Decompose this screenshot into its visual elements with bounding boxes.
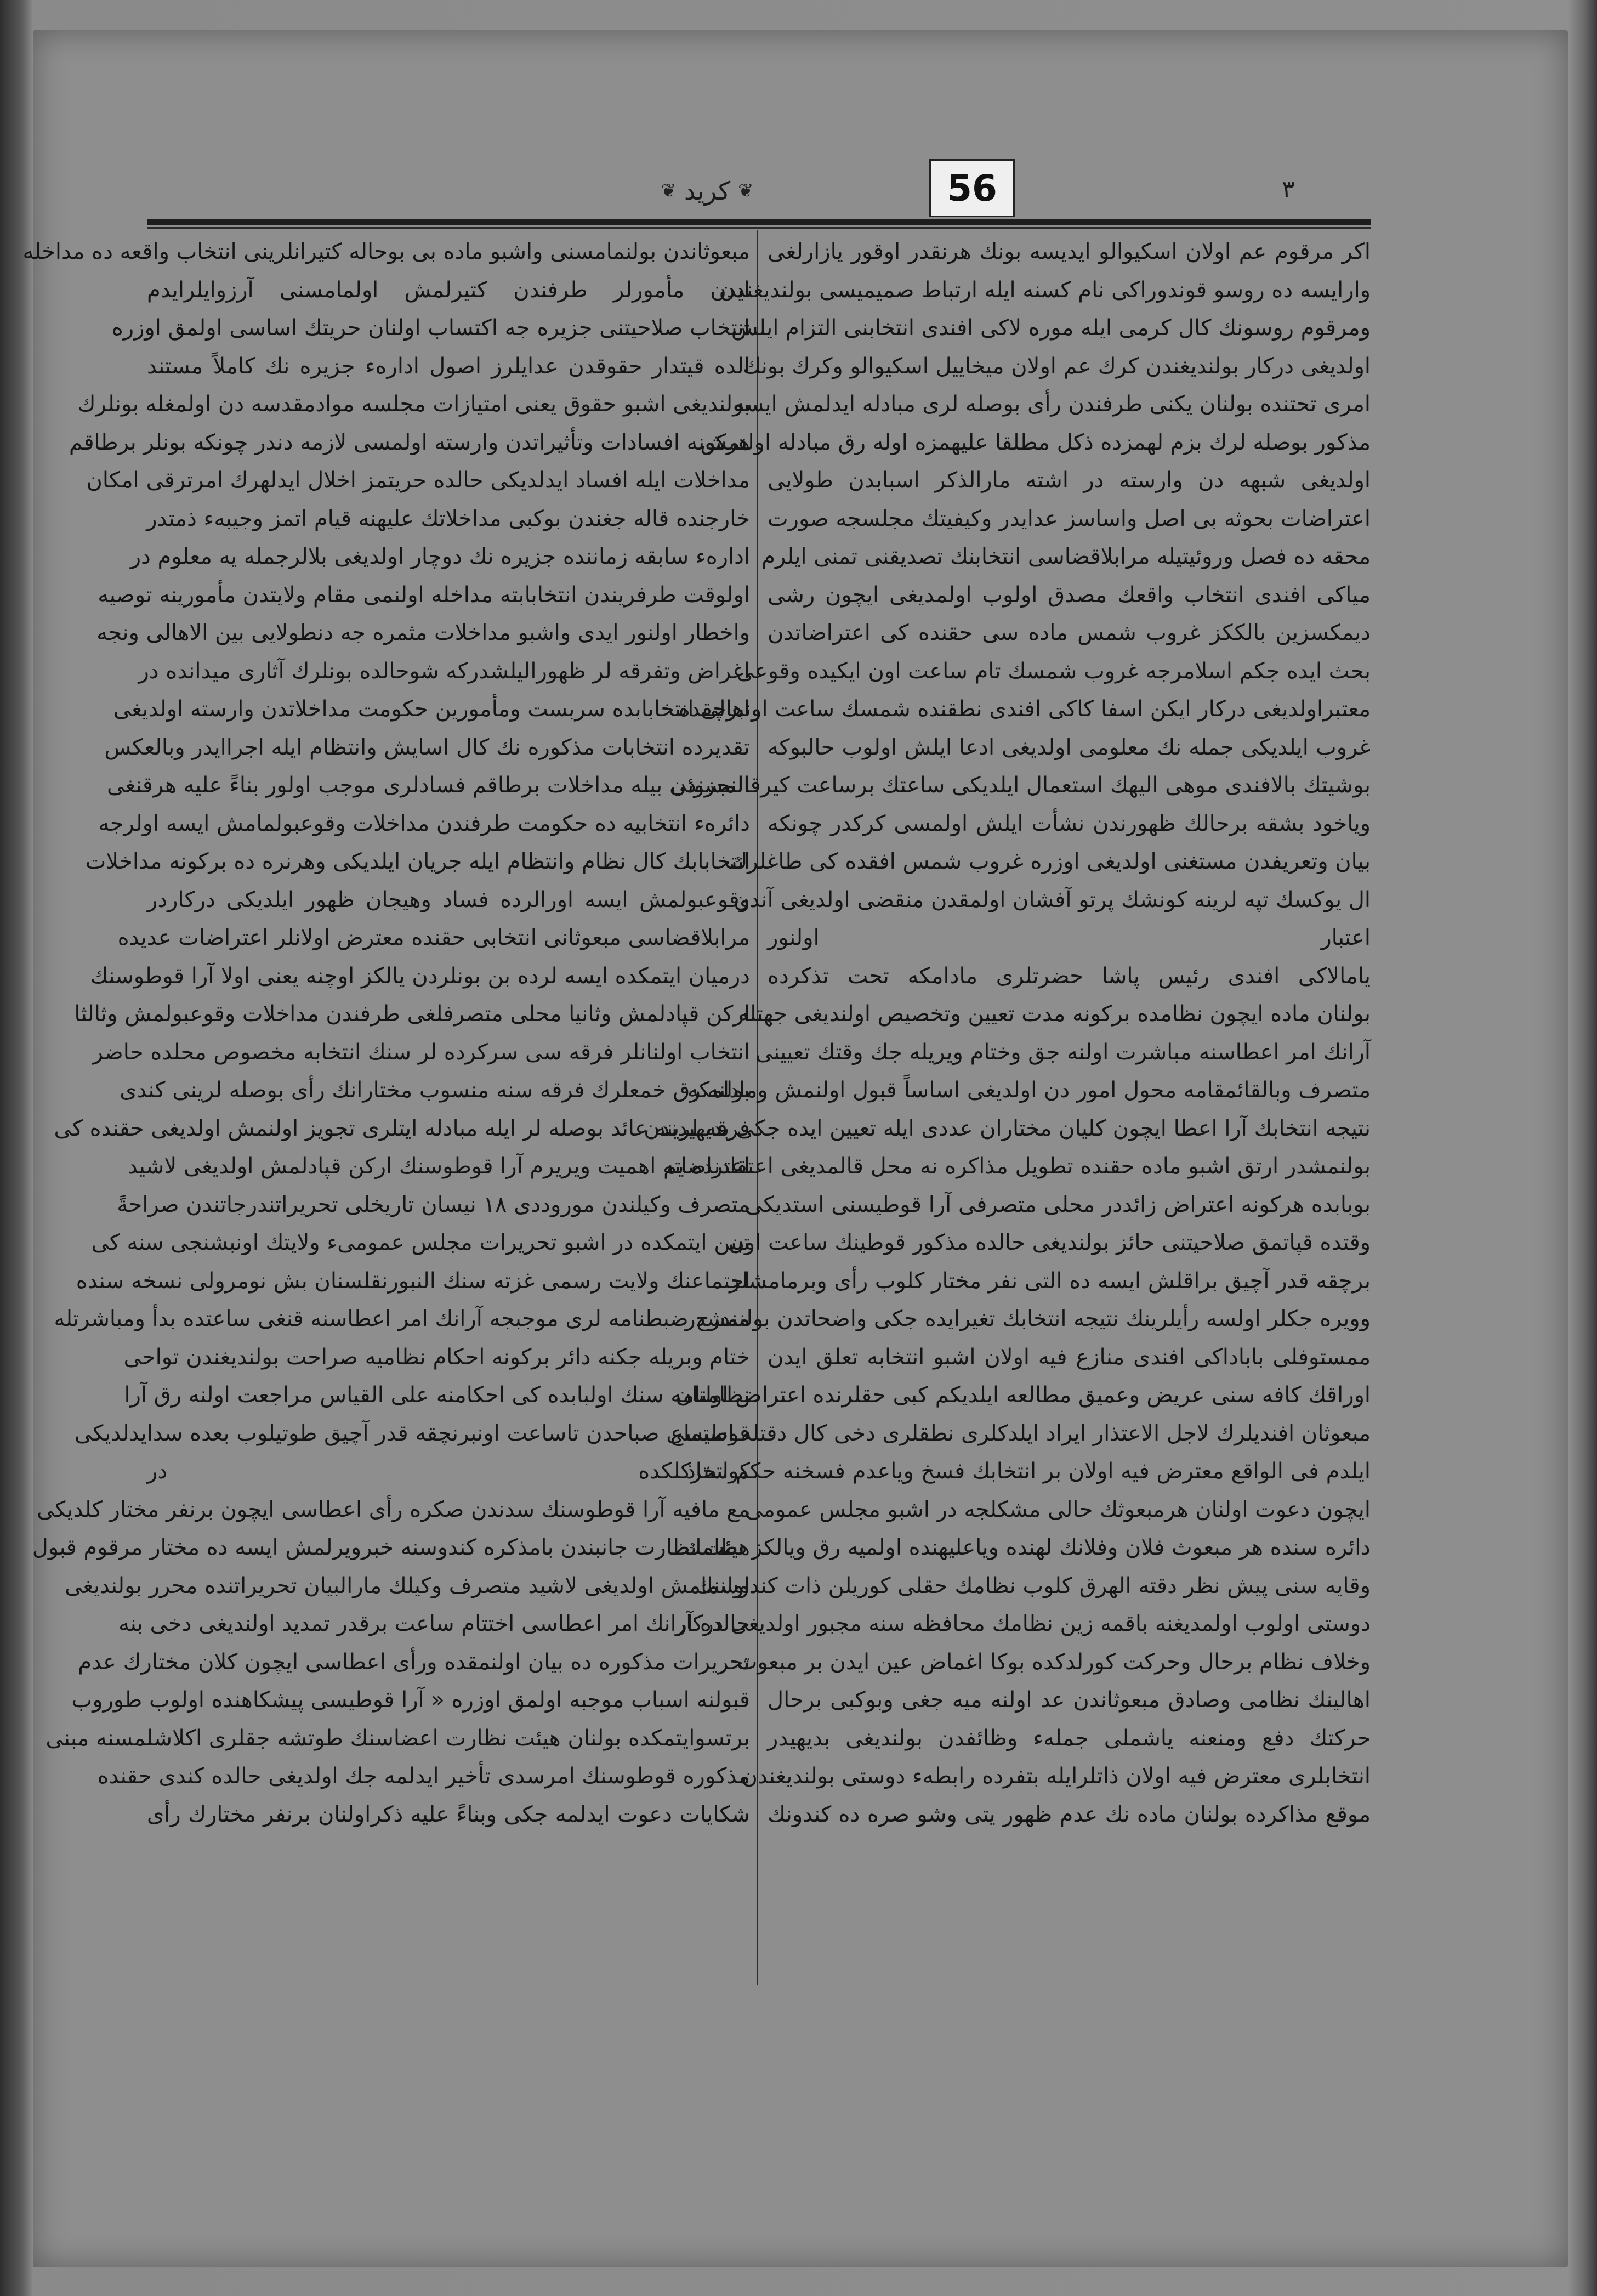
text-line: دوستى اولوب اولمديغنه باقمه زين نظامك محافظه سنه مجبور اولديغى دركار — [675, 1611, 1371, 1636]
page-number-box: 56 — [929, 159, 1015, 217]
text-line: مذكوره قوطوسنك امرسدى تأخير ايدلمه جك اولديغى حالده كندى حقنده — [97, 1764, 750, 1789]
text-line: تحريرات مذكوره ده بيان اولنمقده ورأى اعطاسى ايچون كلان مختارك عدم — [78, 1649, 750, 1675]
text-line: برتسوايتمكده بولنان هيئت نظارت اعضاسنك طوتشه جقلرى اكلاشلمسنه مبنى — [46, 1725, 750, 1751]
masthead-text: کرید — [684, 176, 731, 206]
text-line: اركن قپادلمش وثانيا محلى متصرفلغى طرفندن مداخلات وقوعبولمش وثالثا — [74, 1001, 750, 1027]
text-line: اهالينك نظامى وصادق مبعوثاندن عد اولنه ميه جغى وبوكبى برحال — [768, 1687, 1371, 1713]
left-ornament-icon: ❦ — [738, 180, 754, 202]
text-line: اكر مرقوم عم اولان اسكيوالو ايديسه بونك هرنقدر اوقور يازارلغى — [768, 239, 1371, 264]
text-line: بولنديغى اشبو حقوق يعنى امتيازات مجلسه موادمقدسه دن اولمغله بونلرك — [77, 392, 750, 417]
text-line: ال يوكسك تپه لرينه كونشك پرتو آفشان اولمقدن منقضى اولديغى آندن — [734, 887, 1371, 912]
text-line: تقديرده انتخابات مذكوره نك كال اسايش وانتظام ايله اجراايدر وبالعكس — [104, 734, 750, 760]
text-line: وقوعبولمش ايسه اورالرده فساد وهيجان ظهور ايلديكى دركاردر — [147, 887, 750, 912]
text-line: اعتراضاته اهميت ويريرم آرا قوطوسنك اركن قپادلمش اولديغى لاشيد — [127, 1154, 750, 1179]
text-line: امرى تحتنده بولنان يكنى طرفندن رأى بوصله لرى مبادله ايدلمش ايسه — [734, 392, 1371, 417]
text-line: بولنمشدر ارتق اشبو ماده حقنده تطويل مذاكره نه محل قالمديغى اعتقادنده يم — [663, 1154, 1371, 1179]
text-line: وخلاف نظام برحال وحركت كورلدكده بوكا اغماض عين ايدن بر مبعوث — [736, 1649, 1371, 1675]
text-line: غروب ايلديكى جمله نك معلومى اولديغى ادعا ايلش اولوب حالبوكه — [768, 734, 1371, 760]
text-line: فرقه لرينه عائد بوصله لر ايله مبادله ايتلرى تجويز اولنمش اولديغى حقنده كى — [54, 1115, 750, 1141]
text-line: مبعوثاندن بولنمامسنى واشبو ماده بى بوحاله كتيرانلرينى انتخاب واقعه ده مداخله — [22, 239, 750, 264]
text-line: وقتده قپاتمق صلاحيتنى حائز بولنديغى حالده مذكور قوطينك ساعت اون — [728, 1230, 1371, 1255]
text-line: اولديغى دركار بولنديغندن كرك عم اولان ميخاييل اسكيوالو وكرك بونك — [742, 353, 1371, 379]
text-line: نتيجه انتخابك آرا اعطا ايچون كليان مختاران عددى ايله تعيين ايده جكى بديهيدندن — [644, 1115, 1371, 1141]
left-text-column — [22, 233, 750, 1988]
text-line: دائره سنده هر مبعوث فلان وفلانك لهنده وياعليهنده اولميه رق ويالكز نظامك — [683, 1535, 1371, 1560]
text-line: اوراقك كافه سنى عريض وعميق مطالعه ايلديكم كبى حقلرنده اعتراض اولنان — [675, 1382, 1371, 1408]
text-line: اعتبار اولنور — [768, 925, 1371, 950]
text-line: هركونه افسادات وتأثيراتدن وارسته اولمسى لازمه دندر چونكه بونلر برطاقم — [69, 429, 750, 455]
text-line: مرابلاقضاسى مبعوثانى انتخابى حقنده معترض اولانلر اعتراضات عديده — [117, 925, 750, 950]
text-line: متصرف وكيلندن موروددى ١٨ نيسان تاريخلى تحريراتندرجاتندن صراحةً — [117, 1192, 750, 1217]
text-line: بولنه رق خمعلرك فرقه سنه منسوب مختارانك رأى بوصله لرينى كندى — [120, 1078, 750, 1103]
text-line: دائرهء انتخابيه ده حكومت طرفندن مداخلات وقوعبولمامش ايسه اولرجه — [98, 810, 750, 836]
header-rule — [147, 219, 1371, 225]
text-line: اعتراضات بحوثه بى اصل واساسز عدايدر وكيفيتك مجلسجه صورت — [768, 506, 1371, 531]
text-line: معتبراولديغى دركار ايكن اسفا كاكى افندى نطقنده شمسك ساعت اونبرچقده — [678, 696, 1371, 722]
issue-number: ۳ — [1282, 175, 1295, 203]
text-line: بولنان ماده ايچون نظامده بركونه مدت تعيين وتخصيص اولنديغى جهتله — [737, 1001, 1371, 1027]
text-line: محقه ده فصل وروئيتيله مرابلاقضاسى انتخابنك تصديقنى تمنى ايلرم — [761, 544, 1371, 569]
masthead-title — [625, 174, 789, 207]
text-line: برچقه قدر آچيق براقلش ايسه ده التى نفر مختار كلوب رأى وبرمامشلر — [729, 1268, 1371, 1294]
text-line: انتخاب اولنانلر فرقه سى سركرده لر سنك انتخابه مخصوص محلده حاضر — [92, 1039, 750, 1065]
text-line: خارجنده قاله جغندن بوكبى مداخلاتك عليهنه قيام اتمز وجيبهء ذمتدر — [146, 506, 750, 531]
text-line: اجتماعنك ولايت رسمى غزته سنك النبورنقلسنان بش نومرولى نسخه سنده — [76, 1268, 750, 1294]
text-line: مع مافيه آرا قوطوسنك سدندن صكره رأى اعطاسى ايچون برنفر مختار كلديكى — [36, 1496, 750, 1522]
text-line: اغراض وتفرقه لر ظهوراليلشدركه شوحالده بونلرك آثارى ميدانده در — [138, 658, 750, 684]
text-line: انتخابابك كال نظام وانتظام ايله جريان ايلديكى وهرنره ده بركونه مداخلات — [85, 849, 750, 874]
text-line: بحث ايده جكم اسلامرجه غروب شمسك تام ساعت اون ايكيده وقوعى — [736, 658, 1371, 684]
right-ornament-icon: ❦ — [661, 180, 677, 202]
text-line: درميان ايتمكده ايسه لرده بن بونلردن يالكز اوچنه يعنى اولا آرا قوطوسنك — [90, 963, 750, 989]
text-line: كوستركلكده در — [147, 1459, 750, 1484]
text-line: وارايسه ده روسو قوندوراكى نام كسنه ايله ارتباط صميميسى بولنديغندن — [719, 277, 1371, 303]
text-line: ايچون دعوت اولنان هرمبعوثك حالى مشكلجه در اشبو مجلس عمومى — [745, 1496, 1371, 1522]
text-line: انتخابلرى معترض فيه اولان ذاتلرايله بتفرده رابطهء دوستى بولنديغندن — [741, 1764, 1371, 1789]
text-line: مذكور بوصله لرك بزم لهمزده ذكل مطلقا عليهمزه اوله رق مبادله اولنمش — [700, 429, 1371, 455]
text-line: شكايات دعوت ايدلمه جكى وبناءً عليه ذكراولنان برنفر مختارك رأى — [147, 1801, 750, 1827]
text-line: مبعوثان افنديلرك لاجل الاعتذار ايراد ايلدكلرى نطقلرى دخى كال دقتله استماع — [670, 1420, 1371, 1446]
text-line: موقع مذاكرده بولنان ماده نك عدم ظهور يتى وشو صره ده كندونك — [768, 1801, 1371, 1827]
text-line: وويره جكلر اولسه رأيلرينك نتيجه انتخابك تغيرايده جكى واضحاتدن بولنمشدر — [685, 1306, 1371, 1331]
text-line: قوطيسى صباحدن تاساعت اونبرنچقه قدر آچيق طوتيلوب بعده سدايدلديكى — [74, 1420, 750, 1446]
text-line: هيئت نظارت جانبندن بامذكره كندوسنه خبرويرلمش ايسه ده مختار مرقوم قبول — [32, 1535, 750, 1560]
text-line: ختام وبريله جكنه دائر بركونه احكام نظاميه صراحت بولنديغندن تواحى — [123, 1344, 750, 1370]
text-line: ايدن مأمورلر طرفندن كتيرلمش اولمامسنى آرزوايلرايدم — [147, 277, 750, 303]
text-line: النجزوئى بيله مداخلات برطاقم فسادلرى موجب اولور بناءً عليه هرقنغى — [106, 773, 750, 798]
text-line: متصرف وبالقائمقامه محول امور دن اولديغى اساساً قبول اولنمش ومادامكه — [687, 1078, 1371, 1103]
text-line: بيان وتعريفدن مستغنى اولديغى اوزره غروب شمس افقده كى طاغلرك — [729, 849, 1371, 874]
text-line: مياكى افندى انتخاب واقعك مصدق اولوب اولمديغى ايچون رشى — [768, 582, 1371, 608]
text-line: اولوقت طرفريندن انتخابابته مداخله اولنمى مقام ولايتدن مأمورينه توصيه — [98, 582, 750, 608]
text-line: ايلدم فى الواقع معترض فيه اولان بر انتخابك فسخ وياعدم فسخنه حكم اتخاذ — [685, 1459, 1371, 1484]
text-line: اهالى انتخابابده سربست ومأمورين حكومت مداخلاتدن وارسته اولديغى — [113, 696, 750, 722]
header-rule-thin — [147, 227, 1371, 229]
text-line: ديمكسزين بالككز غروب شمس ماده سى حقنده كى اعتراضاتدن — [768, 620, 1371, 645]
text-line: يامالاكى افندى رئيس پاشا حضرتلرى مادامكه تحت تذكرده — [768, 963, 1371, 989]
text-line: انتخاب صلاحيتنى جزيره جه اكتساب اولنان حريتك اساسى اولمق اوزره — [111, 315, 750, 341]
text-line: تبين ايتمكده در اشبو تحريرات مجلس عمومىء ولايتك اونبشنجى سنه كى — [91, 1230, 750, 1255]
text-line: وقايه سنى پيش نظر دقته الهرق كلوب نظامك حقلى كوريلن ذات كندوسنك — [695, 1573, 1371, 1598]
text-line: قبولنه اسباب موجبه اولمق اوزره « آرا قوطيسى پيشكاهنده اولوب طوروب — [71, 1687, 750, 1713]
text-line: حالده آرانك امر اعطاسى اختتام ساعت برقدر تمديد اولنديغى دخى بنه — [118, 1611, 750, 1636]
text-line: ممستوفلى باباداكى افندى منازع فيه اولان اشبو انتخابه تعلق ايدن — [768, 1344, 1371, 1370]
text-line: نظامنامه سنك اولبابده كى احكامنه على القياس مراجعت اولنه رق آرا — [124, 1382, 750, 1408]
text-line: ومرقوم روسونك كال كرمى ايله موره لاكى افندى انتخابنى التزام ايلش — [731, 315, 1371, 341]
text-line: مداخلات ايله افساد ايدلديكى حالده حريتمز اخلال ايدلهرك امرترقى امكان — [86, 468, 750, 493]
text-line: اولنمامش اولديغى لاشيد متصرف وكيلك مارالبيان تحريراتنده محرر بولنديغى — [65, 1573, 750, 1598]
text-line: اولديغى شبهه دن وارسته در اشته مارالذكر اسبابدن طولايى — [768, 468, 1371, 493]
text-line: واخطار اولنور ايدى واشبو مداخلات مثمره جه دنطولايى بين الاهالى ونجه — [96, 620, 750, 645]
text-line: مندرج ضبطنامه لرى موجبجه آرانك امر اعطاسنه قنغى ساعتده بدأ ومباشرتله — [54, 1306, 750, 1331]
right-text-column — [644, 233, 1371, 1988]
text-line: وياخود بشقه برحالك ظهورندن نشأت ايلش اولمسى كركدر چونكه — [768, 810, 1371, 836]
text-line: بوبابده هركونه اعتراض زائددر محلى متصرفى آرا قوطيسنى استديكى — [745, 1192, 1371, 1217]
text-line: الده قيتدار حقوقدن عدايلرز اصول ادارهء جزيره نك كاملاً مستند — [147, 353, 750, 379]
text-line: بوشيتك بالافندى موهى اليهك استعمال ايلديكى ساعتك برساعت كيرقالمسندن — [670, 773, 1371, 798]
text-line: حركتك دفع ومنعنه ياشملى جملهء وظائفدن بولنديغى بديهيدر — [768, 1725, 1371, 1751]
text-line: آرانك امر اعطاسنه مباشرت اولنه جق وختام ويريله جك وقتك تعيينى — [755, 1039, 1371, 1065]
text-line: ادارهء سابقه زماننده جزيره نك دوچار اولديغى بلالرجمله يه معلوم در — [130, 544, 750, 569]
